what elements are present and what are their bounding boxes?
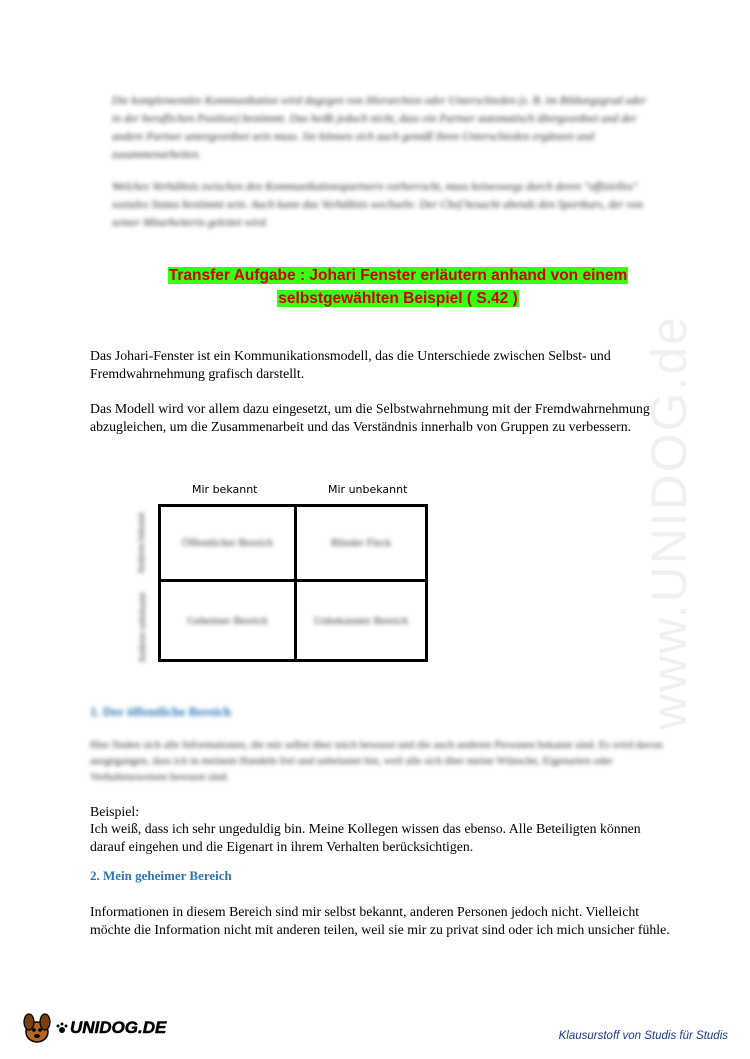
cell-blind-spot: Blinder Fleck	[330, 537, 392, 549]
row-label-others-unknown: Anderen unbekannt	[137, 592, 147, 663]
section-2-title: 2. Mein geheimer Bereich	[90, 868, 232, 883]
example-text: Ich weiß, dass ich sehr ungeduldig bin. Meine Kollegen wissen das ebenso. Alle Beteiligten können darauf eingehen und die Eigenart in ihrem Verhalten berücksichtigen.	[90, 821, 641, 854]
logo-text: UNIDOG.DE	[70, 1018, 167, 1037]
section-1-title: 1. Der öffentliche Bereich	[90, 704, 232, 719]
johari-grid	[158, 504, 428, 662]
footer-tagline: Klausurstoff von Studis für Studis	[558, 1030, 728, 1042]
paw-icon	[56, 1022, 68, 1034]
section-1-text: Hier finden sich alle Informationen, die mir selbst über mich bewusst und die auch anderen Personen bekannt sind. Es wird davon ausgegangen, dass ich in meinem Handeln frei und unbelastet bin, weil alle sich über meine Wünsche, Eigenarten oder Verhaltensweisen bewusst sind.	[90, 739, 663, 783]
footer-logo	[20, 1010, 166, 1046]
heading-line-1: Transfer Aufgabe : Johari Fenster erläutern anhand von einem	[168, 267, 628, 284]
johari-diagram	[112, 478, 442, 668]
section-2-text: Informationen in diesem Bereich sind mir selbst bekannt, anderen Personen jedoch nicht. Vielleicht möchte die Information nicht mit anderen teilen, weil sie mir zu privat sind oder ich mich unsicher fühle.	[90, 904, 670, 937]
blurred-paragraph-2: Welches Verhältnis zwischen den Kommunikationspartnern vorherrscht, muss keineswegs durch deren "offizielles" soziales Status bestimmt sein. Auch kann das Verhältnis wechseln: Der Chef besucht abends den Sportkurs, der von seiner Mitarbeiterin geleitet wird.	[112, 181, 644, 229]
intro-paragraph-2: Das Modell wird vor allem dazu eingesetzt, um die Selbstwahrnehmung mit der Fremdwahrnehmung abzugleichen, um die Zusammenarbeit und das Verständnis innerhalb von Gruppen zu verbessern.	[90, 401, 650, 434]
column-label-known: Mir bekannt	[192, 483, 258, 496]
watermark: www.UNIDOG.de	[641, 315, 697, 730]
cell-unknown-area: Unbekannter Bereich	[314, 614, 408, 627]
blurred-paragraph-1: Die komplementäre Kommunikation wird dagegen von Hierarchien oder Unterschieden (z. B. im Bildungsgrad oder in der beruflichen Position) bestimmt. Das heißt jedoch nicht, dass ein Partner automatisch übergeordnet und der andere Partner untergeordnet sein muss. Sie können sich auch gemäß ihren Unterschieden ergänzen und zusammenarbeiten.	[112, 95, 647, 161]
dog-logo-icon	[20, 1010, 54, 1046]
heading-line-2: selbstgewählten Beispiel ( S.42 )	[278, 290, 518, 307]
intro-paragraph-1: Das Johari-Fenster ist ein Kommunikationsmodell, das die Unterschiede zwischen Selbst- und Fremdwahrnehmung grafisch darstellt.	[90, 348, 611, 381]
row-label-others-known: Anderen bekannt	[136, 512, 146, 574]
example-label: Beispiel:	[90, 804, 140, 819]
cell-hidden-area: Geheimer Bereich	[187, 614, 268, 627]
column-label-unknown: Mir unbekannt	[328, 483, 408, 496]
page-heading	[137, 264, 659, 310]
cell-open-area: Öffentlicher Bereich	[182, 537, 273, 549]
